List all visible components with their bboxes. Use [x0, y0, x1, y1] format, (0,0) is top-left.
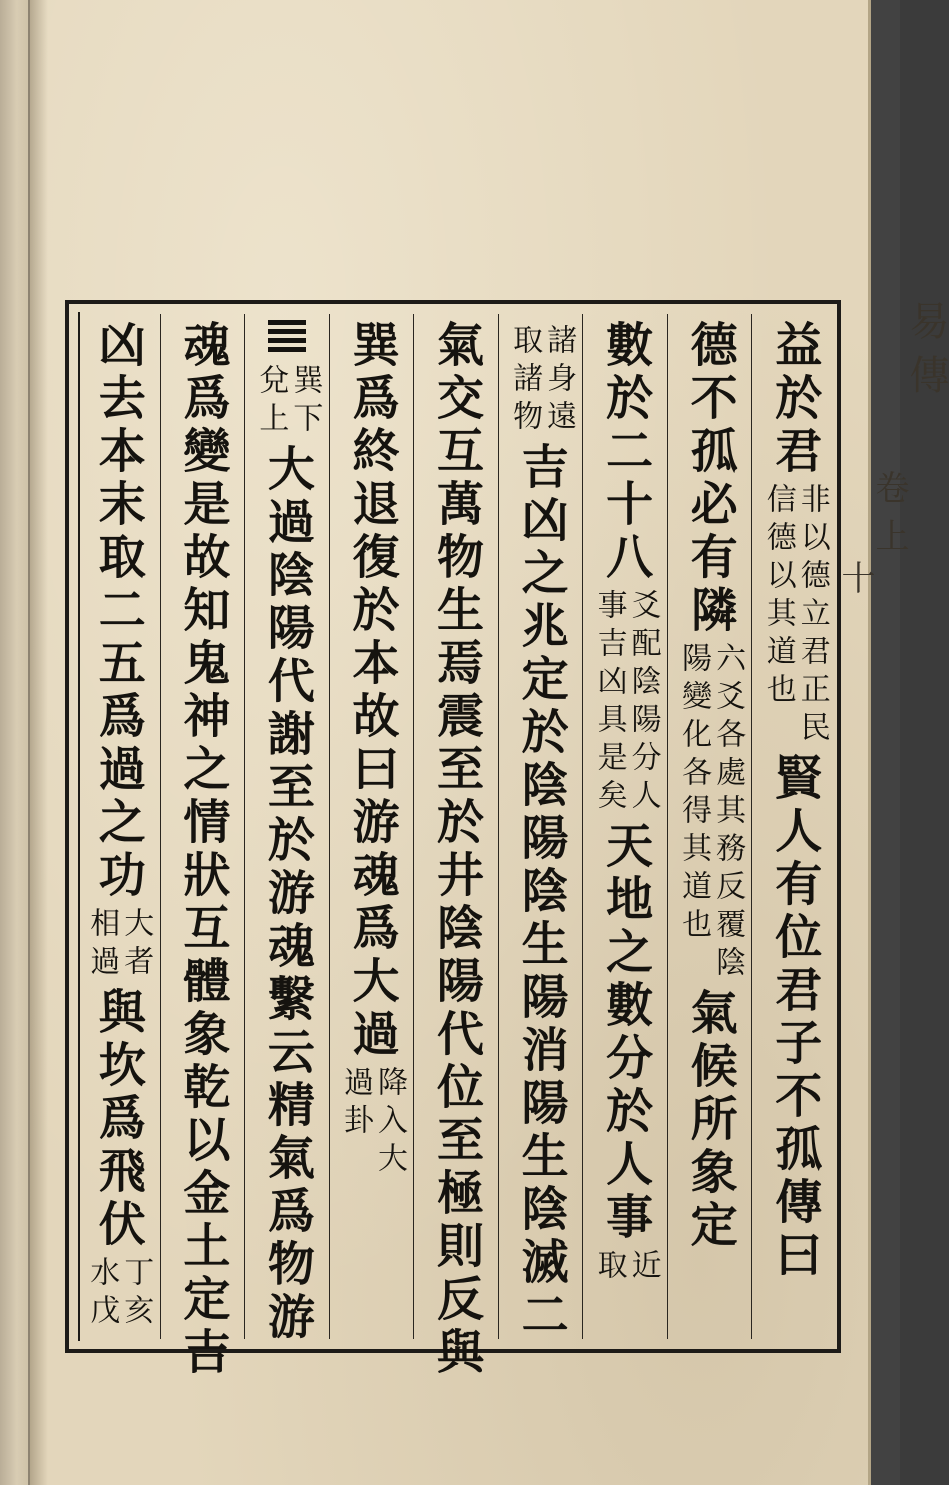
- running-title: 易傳: [903, 300, 949, 408]
- main-text: 賢人有位君子不孤傳曰: [767, 753, 823, 1283]
- commentary-line: 降入大: [371, 1066, 407, 1180]
- column-rule: [582, 314, 583, 1339]
- commentary-note: [591, 589, 661, 817]
- column-rule: [244, 314, 245, 1339]
- commentary-line: 丁亥: [118, 1256, 154, 1332]
- main-text: 巽爲終退復於本故曰游魂爲大過: [344, 320, 400, 1062]
- main-text: 與坎爲飛伏: [90, 987, 146, 1252]
- commentary-line: 非以德立君正民: [794, 483, 830, 749]
- commentary-line: 爻配陰陽分人: [625, 589, 661, 817]
- commentary-line: 取諸物: [507, 324, 543, 438]
- text-column: [583, 320, 668, 1333]
- commentary-line: 取: [591, 1249, 627, 1287]
- column-rule: [160, 314, 161, 1339]
- text-column: [161, 320, 246, 1380]
- commentary-note: [507, 324, 577, 438]
- commentary-line: 近: [625, 1249, 661, 1287]
- main-text: 天地之數分於人事: [598, 821, 654, 1245]
- commentary-line: 相過: [84, 907, 120, 983]
- hexagram-icon: [268, 320, 306, 352]
- commentary-line: 巽下: [287, 364, 323, 440]
- commentary-line: 六爻各處其務反覆陰: [710, 642, 746, 984]
- column-rule: [498, 314, 499, 1339]
- commentary-note: [591, 1249, 661, 1287]
- block-margin: [835, 300, 949, 608]
- column-rule: [413, 314, 414, 1339]
- commentary-line: 信德以其道也: [760, 483, 796, 711]
- commentary-line: 水戊: [84, 1256, 120, 1332]
- commentary-line: 陽變化各得其道也: [676, 642, 712, 946]
- text-column: [414, 320, 499, 1380]
- gutter-shadow: [30, 0, 48, 1485]
- previous-leaf-edge: [0, 0, 30, 1485]
- text-column: [752, 320, 837, 1333]
- main-text: 德不孤必有隣: [682, 320, 738, 638]
- commentary-line: 事吉凶具是矣: [591, 589, 627, 817]
- text-frame: [65, 300, 841, 1380]
- column-rule: [751, 314, 752, 1339]
- leaf-number: 十: [835, 560, 875, 608]
- commentary-line: 過卦: [337, 1066, 373, 1142]
- main-text: 魂爲變是故知鬼神之情狀互體象乾以金土定吉: [175, 320, 231, 1380]
- main-text: 凶去本末取二五爲過之功: [90, 320, 146, 903]
- hexagram-line: [268, 329, 306, 334]
- hexagram-line: [268, 338, 306, 343]
- text-block: [78, 312, 837, 1380]
- commentary-note: [337, 1066, 407, 1180]
- text-column: [499, 320, 584, 1343]
- book-page: [30, 0, 949, 1485]
- commentary-note: [84, 907, 154, 983]
- main-text: 數於二十八: [598, 320, 654, 585]
- commentary-note: [84, 1256, 154, 1332]
- main-text: 大過陰陽代謝至於游魂繫云精氣爲物游: [259, 444, 315, 1345]
- volume-label: 卷上: [869, 470, 909, 566]
- commentary-line: 諸身遠: [541, 324, 577, 438]
- commentary-note: [676, 642, 746, 984]
- main-text: 氣交互萬物生焉震至於井陰陽代位至極則反與: [429, 320, 484, 1380]
- hexagram-line: [268, 347, 306, 352]
- column-rule: [329, 314, 330, 1339]
- text-column: [330, 320, 415, 1333]
- main-text: 氣候所象定: [682, 988, 738, 1253]
- main-text: 益於君: [767, 320, 823, 479]
- text-column: [668, 320, 753, 1333]
- commentary-note: [253, 364, 323, 440]
- commentary-note: [760, 483, 830, 749]
- commentary-line: 兌上: [253, 364, 289, 440]
- column-rule: [667, 314, 668, 1339]
- commentary-line: 大者: [118, 907, 154, 983]
- text-column: [76, 320, 161, 1333]
- main-text: 吉凶之兆定於陰陽陰生陽消陽生陰滅二: [513, 442, 569, 1343]
- text-column: [245, 320, 330, 1345]
- hexagram-line: [268, 320, 306, 325]
